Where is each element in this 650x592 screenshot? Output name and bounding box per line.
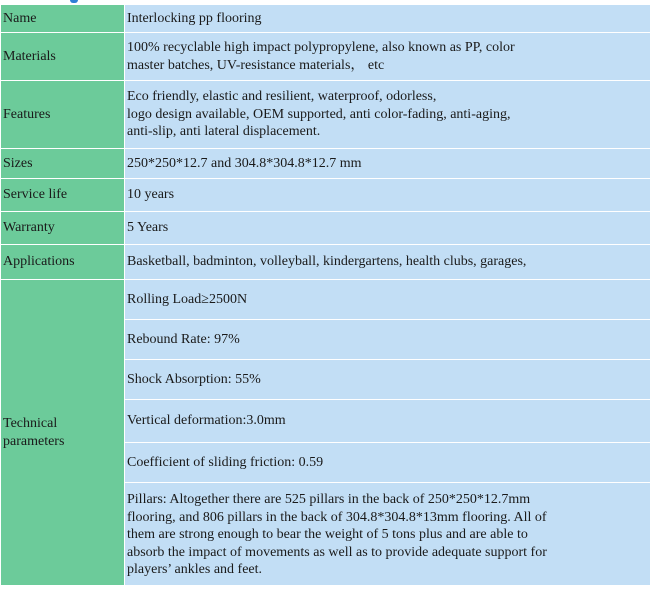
value-line: master batches, UV-resistance materials， etc: [127, 57, 385, 73]
table-row-service-life: [1, 179, 650, 212]
row-label: Name: [1, 5, 125, 33]
value-line: absorb the impact of movements as well as to provide adequate support for: [127, 544, 547, 560]
row-label: Sizes: [1, 149, 125, 179]
row-value: [125, 81, 650, 149]
row-value: 250*250*12.7 and 304.8*304.8*12.7 mm: [125, 149, 650, 179]
value-line: them are strong enough to bear the weight of 5 tons plus and are able to: [127, 527, 528, 542]
technical-parameters-label: [1, 280, 125, 586]
param-value: Rebound Rate: 97%: [125, 320, 650, 360]
value-line: flooring, and 806 pillars in the back of 304.8*304.8*13mm flooring. All of: [127, 509, 547, 525]
table-row-name: [1, 5, 650, 33]
row-label: Features: [1, 81, 125, 149]
row-value: 5 Years: [125, 212, 650, 245]
value-line: 100% recyclable high impact polypropylene, also known as PP, color: [127, 40, 515, 55]
param-value: Rolling Load≥2500N: [125, 280, 650, 320]
value-line: Pillars: Altogether there are 525 pillars in the back of 250*250*12.7mm: [127, 492, 531, 507]
row-label: Materials: [1, 33, 125, 81]
row-label: Warranty: [1, 212, 125, 245]
param-value: Vertical deformation:3.0mm: [125, 400, 650, 443]
table-row-features: [1, 81, 650, 149]
table-row-materials: [1, 33, 650, 81]
row-value: [125, 33, 650, 81]
table-row-warranty: [1, 212, 650, 245]
row-value: Basketball, badminton, volleyball, kindergartens, health clubs, garages,: [125, 245, 650, 280]
value-line: Eco friendly, elastic and resilient, waterproof, odorless,: [127, 89, 437, 105]
product-spec-table: [0, 4, 650, 586]
value-line: players’ ankles and feet.: [127, 562, 263, 577]
value-line: anti-slip, anti lateral displacement.: [127, 124, 321, 140]
table-row-applications: [1, 245, 650, 280]
param-value: Shock Absorption: 55%: [125, 360, 650, 400]
label-line: parameters: [3, 433, 65, 449]
label-line: Technical: [3, 416, 58, 431]
row-value: Interlocking pp flooring: [125, 5, 650, 33]
value-line: logo design available, OEM supported, anti color-fading, anti-aging,: [127, 106, 511, 122]
table-row-rolling-load: [1, 280, 650, 320]
row-label: Service life: [1, 179, 125, 212]
row-label: Applications: [1, 245, 125, 280]
param-value: [125, 483, 650, 586]
table-row-sizes: [1, 149, 650, 179]
scroll-indicator: [70, 0, 78, 3]
row-value: 10 years: [125, 179, 650, 212]
param-value: Coefficient of sliding friction: 0.59: [125, 443, 650, 483]
